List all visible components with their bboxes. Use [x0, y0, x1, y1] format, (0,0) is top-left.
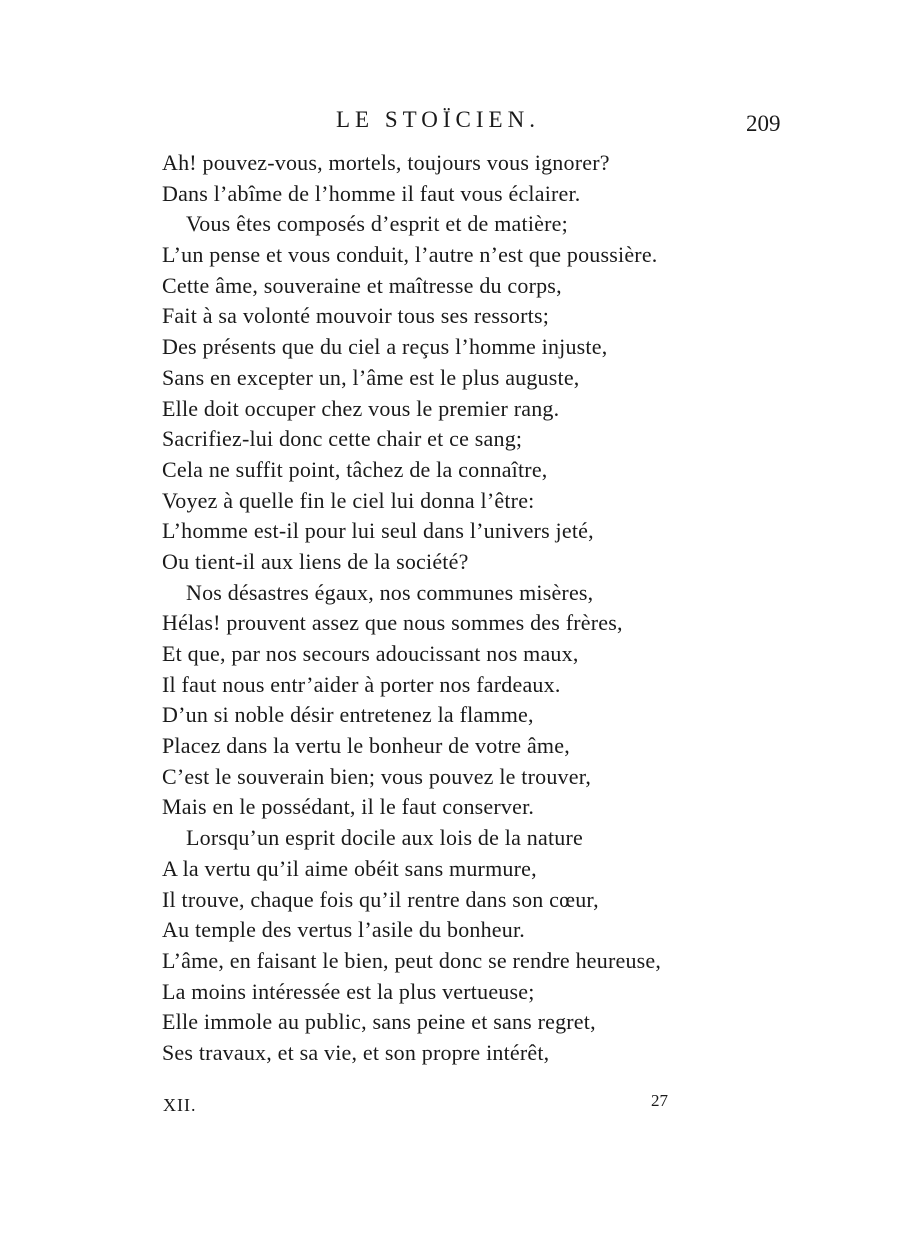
- verse-line: Il trouve, chaque fois qu’il rentre dans son cœur,: [162, 886, 599, 912]
- page-number: 209: [746, 111, 781, 136]
- signature-mark: XII.: [163, 1095, 197, 1115]
- verse-line: A la vertu qu’il aime obéit sans murmure,: [162, 855, 537, 881]
- verse-line: Au temple des vertus l’asile du bonheur.: [162, 917, 525, 943]
- verse-line: L’homme est-il pour lui seul dans l’univers jeté,: [162, 518, 594, 544]
- verse-line: Ou tient-il aux liens de la société?: [162, 548, 469, 574]
- running-title: LE STOÏCIEN.: [336, 107, 540, 132]
- page-footer: [0, 1090, 900, 1120]
- sheet-number: 27: [651, 1091, 668, 1110]
- running-head: [0, 103, 900, 137]
- verse-line: Hélas! prouvent assez que nous sommes des frères,: [162, 610, 623, 636]
- verse-line: Cela ne suffit point, tâchez de la connaître,: [162, 456, 548, 482]
- verse-line: Fait à sa volonté mouvoir tous ses ressorts;: [162, 303, 550, 329]
- poem-verses: [162, 148, 782, 1069]
- verse-line: Des présents que du ciel a reçus l’homme injuste,: [162, 334, 608, 360]
- verse-line: Voyez à quelle fin le ciel lui donna l’être:: [162, 487, 535, 513]
- verse-line: Placez dans la vertu le bonheur de votre âme,: [162, 733, 570, 759]
- verse-line: Lorsqu’un esprit docile aux lois de la nature: [186, 825, 583, 851]
- verse-line: Ses travaux, et sa vie, et son propre intérêt,: [162, 1039, 550, 1065]
- verse-line: L’âme, en faisant le bien, peut donc se rendre heureuse,: [162, 947, 662, 973]
- verse-line: Vous êtes composés d’esprit et de matière;: [186, 211, 568, 237]
- verse-line: La moins intéressée est la plus vertueuse;: [162, 978, 535, 1004]
- verse-line: D’un si noble désir entretenez la flamme,: [162, 702, 534, 728]
- verse-line: C’est le souverain bien; vous pouvez le trouver,: [162, 763, 592, 789]
- verse-line: Cette âme, souveraine et maîtresse du corps,: [162, 272, 562, 298]
- verse-line: Sacrifiez-lui donc cette chair et ce sang;: [162, 426, 523, 452]
- verse-line: Ah! pouvez-vous, mortels, toujours vous ignorer?: [162, 150, 610, 175]
- verse-line: Elle doit occuper chez vous le premier rang.: [162, 395, 560, 421]
- verse-line: Mais en le possédant, il le faut conserver.: [162, 794, 535, 820]
- verse-line: Sans en excepter un, l’âme est le plus auguste,: [162, 364, 580, 390]
- verse-line: Dans l’abîme de l’homme il faut vous éclairer.: [162, 180, 581, 206]
- verse-line: Nos désastres égaux, nos communes misères,: [186, 579, 594, 605]
- verse-line: Il faut nous entr’aider à porter nos fardeaux.: [162, 671, 561, 697]
- verse-line: Elle immole au public, sans peine et sans regret,: [162, 1009, 596, 1035]
- verse-line: L’un pense et vous conduit, l’autre n’est que poussière.: [162, 242, 658, 268]
- verse-line: Et que, par nos secours adoucissant nos maux,: [162, 641, 579, 666]
